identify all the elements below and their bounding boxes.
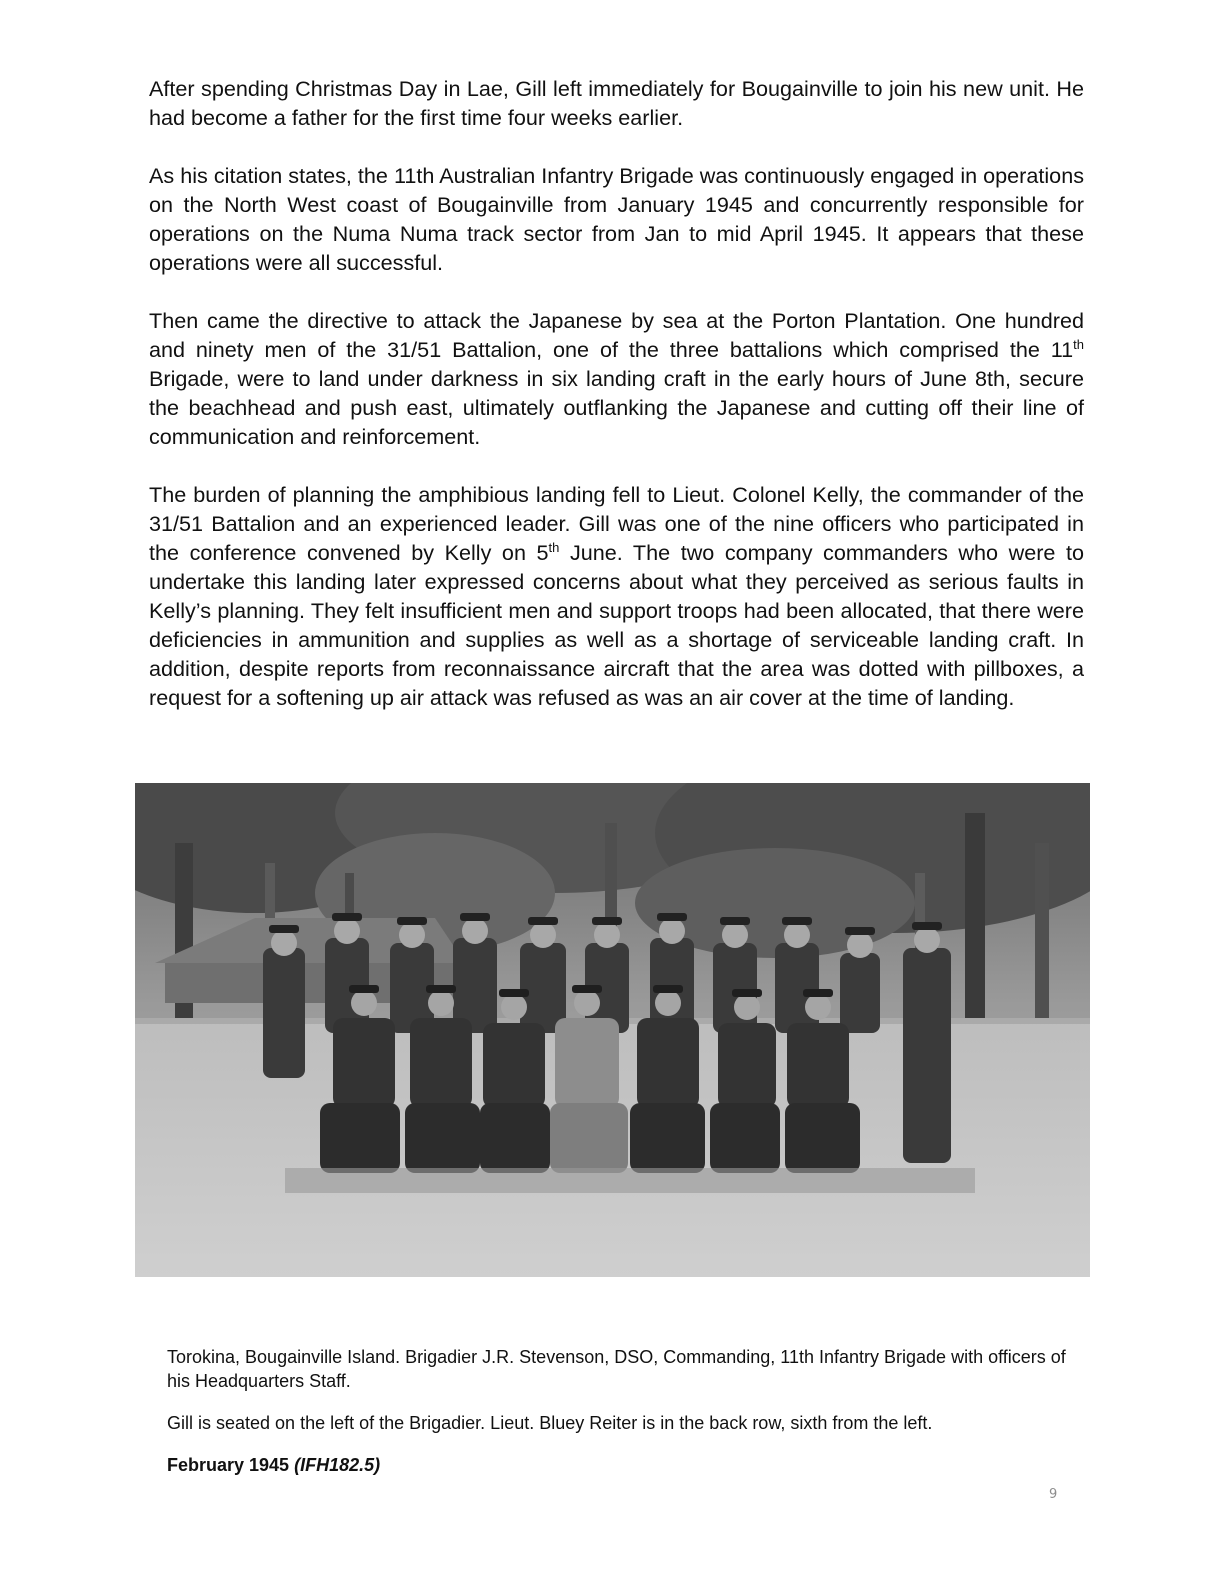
paragraph-3-superscript: th <box>1073 337 1084 352</box>
paragraph-4-superscript: th <box>548 540 560 555</box>
paragraph-3-text-b: Brigade, were to land under darkness in six landing craft in the early hours of June 8th, secure the beachhead and push east, ultimately outflanking the Japanese and cutting off their line of communication and reinforcement. <box>149 366 1084 449</box>
caption-date-text: February 1945 <box>167 1455 295 1475</box>
caption-identification: Gill is seated on the left of the Brigadier. Lieut. Bluey Reiter is in the back row, sixth from the left. <box>167 1413 933 1433</box>
photo-illustration <box>135 783 1090 1277</box>
caption-description: Torokina, Bougainville Island. Brigadier J.R. Stevenson, DSO, Commanding, 11th Infantry Brigade with officers of his Headquarters Staff. <box>167 1347 1066 1391</box>
paragraph-1-text: After spending Christmas Day in Lae, Gill left immediately for Bougainville to join his new unit. He had become a father for the first time four weeks earlier. <box>149 76 1084 130</box>
photo-caption <box>167 1345 1067 1495</box>
paragraph-4-text-b: June. The two company commanders who were to undertake this landing later expressed concerns about what they perceived as serious faults in Kelly’s planning. They felt insufficient men and support troops had been allocated, that there were deficiencies in ammunition and supplies as well as a shortage of serviceable landing craft. In addition, despite reports from reconnaissance aircraft that the area was dotted with pillboxes, a request for a softening up air attack was refused as was an air cover at the time of landing. <box>149 540 1084 710</box>
caption-date <box>167 1453 1067 1477</box>
article-body <box>149 74 1084 741</box>
caption-reference: (IFH182.5) <box>294 1455 381 1475</box>
paragraph-porton <box>149 306 1084 451</box>
paragraph-planning <box>149 480 1084 712</box>
paragraph-2-text: As his citation states, the 11th Australian Infantry Brigade was continuously engaged in operations on the North West coast of Bougainville from January 1945 and concurrently responsible for operations on the Numa Numa track sector from Jan to mid April 1945. It appears that these operations were all successful. <box>149 163 1084 275</box>
group-photograph <box>135 783 1090 1277</box>
paragraph-christmas <box>149 74 1084 132</box>
page-number: 9 <box>1049 1487 1058 1502</box>
paragraph-4-text-a: The burden of planning the amphibious landing fell to Lieut. Colonel Kelly, the commander of the 31/51 Battalion and an experienced leader. Gill was one of the nine officers who participated in the conference convened by Kelly on 5 <box>149 482 1084 565</box>
paragraph-3-text-a: Then came the directive to attack the Japanese by sea at the Porton Plantation. One hundred and ninety men of the 31/51 Battalion, one of the three battalions which comprised the 11 <box>149 308 1084 362</box>
paragraph-citation <box>149 161 1084 277</box>
